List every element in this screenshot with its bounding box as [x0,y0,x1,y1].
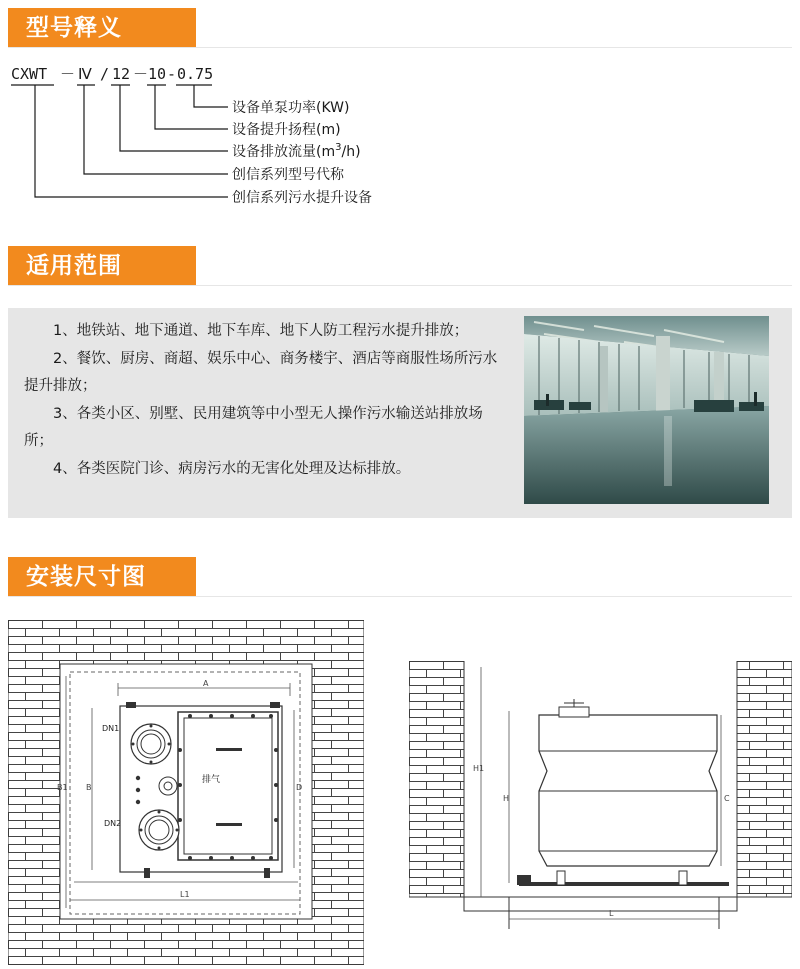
section-divider [8,285,792,286]
dn1-label: DN1 [102,724,120,733]
dim-b1-label: B1 [57,783,68,792]
code-part-head: 10 [148,65,167,83]
code-label-series: 创信系列污水提升设备 [232,190,372,206]
install-drawing-side-view [409,661,792,929]
dim-b-label: B [86,783,92,792]
code-part-dash3: - [167,65,177,83]
scope-list [24,318,509,483]
section-title-model: 型号释义 [8,8,196,48]
install-drawing-top-view [8,620,364,965]
code-part-model: Ⅳ [78,65,92,83]
scope-item: 4、各类医院门诊、病房污水的无害化处理及达标排放。 [53,460,411,477]
code-label-flow: 设备排放流量$(m^3/h)$ [232,142,361,160]
dim-h-label: H [503,794,510,803]
dim-h1-label: H1 [473,764,485,773]
code-label-head: 设备提升扬程(m) [232,122,341,138]
code-part-series: CXWT [11,65,48,83]
section-divider [8,47,792,48]
code-part-dash: － [60,65,76,83]
dim-l1-label: L1 [180,890,190,899]
dn2-label: DN2 [104,819,122,828]
dim-l-label: L [609,909,614,918]
code-part-flow: 12 [112,65,131,83]
dim-c-label: C [724,794,730,803]
scope-item: 1、地铁站、地下通道、地下车库、地下人防工程污水提升排放； [53,323,469,339]
code-label-model: 创信系列型号代称 [232,167,344,183]
scope-item: 3、各类小区、别墅、民用建筑等中小型无人操作污水输送站排放场所； [24,405,483,449]
vent-label: 排气 [202,775,221,785]
dim-a-label: A [203,679,209,688]
station-hall-photo [524,316,769,504]
dim-d-label: D [296,783,303,792]
scope-item: 2、餐饮、厨房、商超、娱乐中心、商务楼宇、酒店等商服性场所污水提升排放； [24,350,498,394]
section-title-install: 安装尺寸图 [8,557,196,597]
section-title-scope: 适用范围 [8,246,196,286]
code-part-power: 0.75 [177,65,214,83]
code-part-slash: / [100,65,110,83]
code-label-power: 设备单泵功率(KW) [232,100,350,116]
code-part-dash2: － [133,65,149,83]
section-divider [8,596,792,597]
model-code-diagram [0,60,420,220]
